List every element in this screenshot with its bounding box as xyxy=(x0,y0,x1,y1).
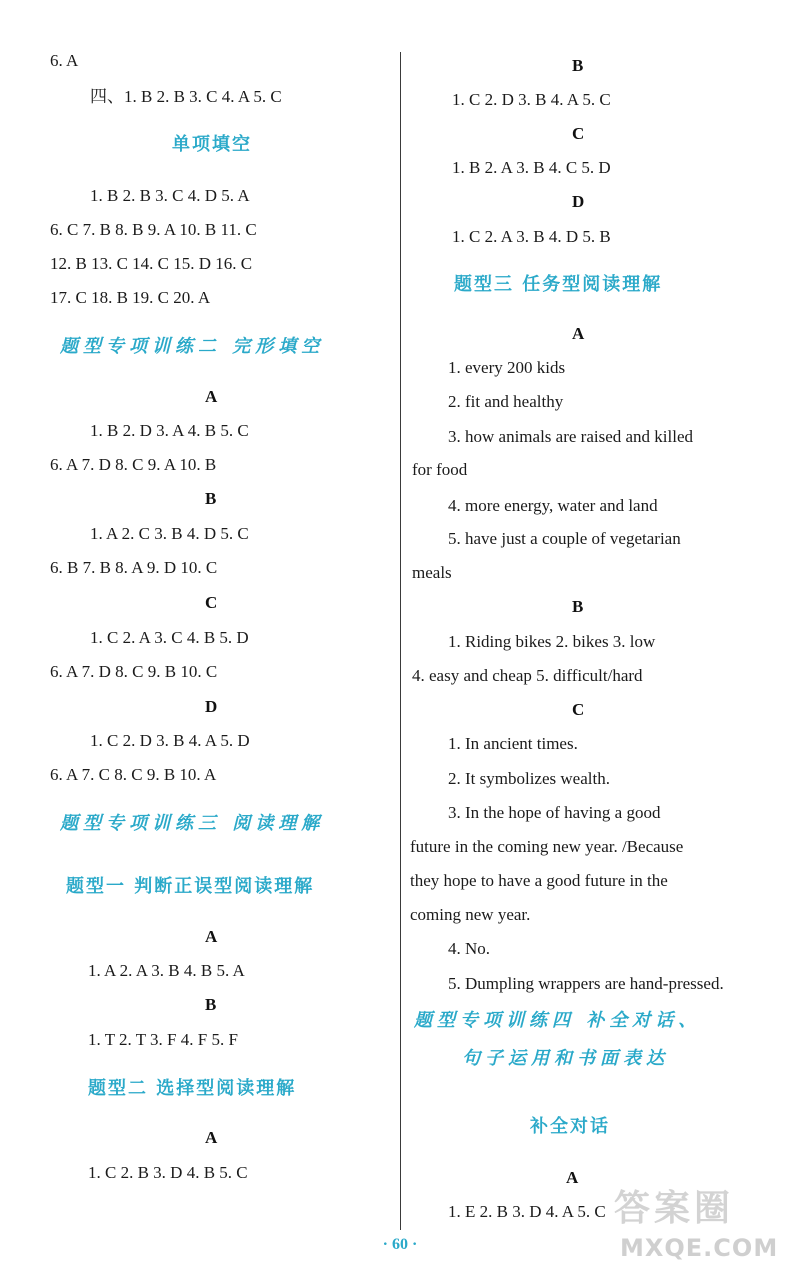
answer-line: 6. A 7. C 8. C 9. B 10. A xyxy=(50,765,217,784)
answer-line: for food xyxy=(412,460,468,479)
watermark-text-bottom: MXQE.COM xyxy=(620,1234,779,1262)
answer-line: meals xyxy=(412,563,452,582)
answer-line: 3. In the hope of having a good xyxy=(448,803,661,822)
section-heading-reading: 题型专项训练三 阅读理解 xyxy=(60,813,325,834)
page-number: · 60 · xyxy=(382,1236,418,1253)
answer-line: 1. T 2. T 3. F 4. F 5. F xyxy=(88,1030,238,1049)
answer-line: 5. have just a couple of vegetarian xyxy=(448,529,681,548)
answer-line: 6. C 7. B 8. B 9. A 10. B 11. C xyxy=(50,220,257,239)
answer-line: 12. B 13. C 14. C 15. D 16. C xyxy=(50,254,253,273)
answer-line: 17. C 18. B 19. C 20. A xyxy=(50,288,211,307)
answer-line: 1. B 2. D 3. A 4. B 5. C xyxy=(90,421,249,440)
section-heading-type3: 题型三 任务型阅读理解 xyxy=(454,274,663,295)
answer-line: 4. more energy, water and land xyxy=(448,496,658,515)
subsection-label: A xyxy=(205,387,218,406)
answer-line: 2. It symbolizes wealth. xyxy=(448,769,610,788)
section-heading-dialogue: 补全对话 xyxy=(530,1116,610,1137)
section-heading-training4-cont: 句子运用和书面表达 xyxy=(462,1048,669,1069)
section-heading-cloze: 题型专项训练二 完形填空 xyxy=(60,336,325,357)
answer-line: 4. easy and cheap 5. difficult/hard xyxy=(412,666,643,685)
subsection-label: C xyxy=(205,593,218,612)
answer-line: 1. B 2. A 3. B 4. C 5. D xyxy=(452,158,611,177)
answer-line: 1. C 2. D 3. B 4. A 5. C xyxy=(452,90,611,109)
answer-line: 四、1. B 2. B 3. C 4. A 5. C xyxy=(90,87,282,106)
answer-line: 6. A xyxy=(50,51,79,70)
subsection-label: C xyxy=(572,700,585,719)
answer-line: they hope to have a good future in the xyxy=(410,871,668,890)
column-divider xyxy=(400,52,401,1230)
answer-line: future in the coming new year. /Because xyxy=(410,837,684,856)
watermark-text-top: 答案圈 xyxy=(614,1188,735,1229)
subsection-label: B xyxy=(572,597,584,616)
subsection-label: B xyxy=(572,56,584,75)
answer-line: 6. A 7. D 8. C 9. A 10. B xyxy=(50,455,217,474)
section-heading-type1: 题型一 判断正误型阅读理解 xyxy=(66,876,315,897)
answer-line: 2. fit and healthy xyxy=(448,392,564,411)
answer-line: 1. C 2. A 3. B 4. D 5. B xyxy=(452,227,611,246)
answer-line: coming new year. xyxy=(410,905,531,924)
subsection-label: B xyxy=(205,995,217,1014)
answer-line: 1. A 2. A 3. B 4. B 5. A xyxy=(88,961,245,980)
answer-line: 6. A 7. D 8. C 9. B 10. C xyxy=(50,662,218,681)
answer-line: 6. B 7. B 8. A 9. D 10. C xyxy=(50,558,218,577)
subsection-label: C xyxy=(572,124,585,143)
section-heading-type2: 题型二 选择型阅读理解 xyxy=(88,1078,297,1099)
answer-line: 1. C 2. B 3. D 4. B 5. C xyxy=(88,1163,248,1182)
subsection-label: A xyxy=(205,1128,218,1147)
answer-line: 1. C 2. D 3. B 4. A 5. D xyxy=(90,731,250,750)
answer-line: 1. E 2. B 3. D 4. A 5. C xyxy=(448,1202,606,1221)
subsection-label: D xyxy=(205,697,218,716)
subsection-label: A xyxy=(566,1168,579,1187)
watermark-logo xyxy=(600,1180,790,1266)
subsection-label: A xyxy=(205,927,218,946)
answer-line: 1. every 200 kids xyxy=(448,358,566,377)
answer-line: 4. No. xyxy=(448,939,491,958)
subsection-label: B xyxy=(205,489,217,508)
section-heading-training4: 题型专项训练四 补全对话、 xyxy=(414,1010,702,1031)
answer-line: 3. how animals are raised and killed xyxy=(448,427,694,446)
subsection-label: A xyxy=(572,324,585,343)
answer-line: 1. In ancient times. xyxy=(448,734,578,753)
answer-line: 1. B 2. B 3. C 4. D 5. A xyxy=(90,186,250,205)
answer-line: 5. Dumpling wrappers are hand-pressed. xyxy=(448,974,724,993)
answer-line: 1. A 2. C 3. B 4. D 5. C xyxy=(90,524,249,543)
subsection-label: D xyxy=(572,192,585,211)
section-heading-single-choice: 单项填空 xyxy=(172,134,252,155)
answer-line: 1. C 2. A 3. C 4. B 5. D xyxy=(90,628,249,647)
answer-line: 1. Riding bikes 2. bikes 3. low xyxy=(448,632,656,651)
